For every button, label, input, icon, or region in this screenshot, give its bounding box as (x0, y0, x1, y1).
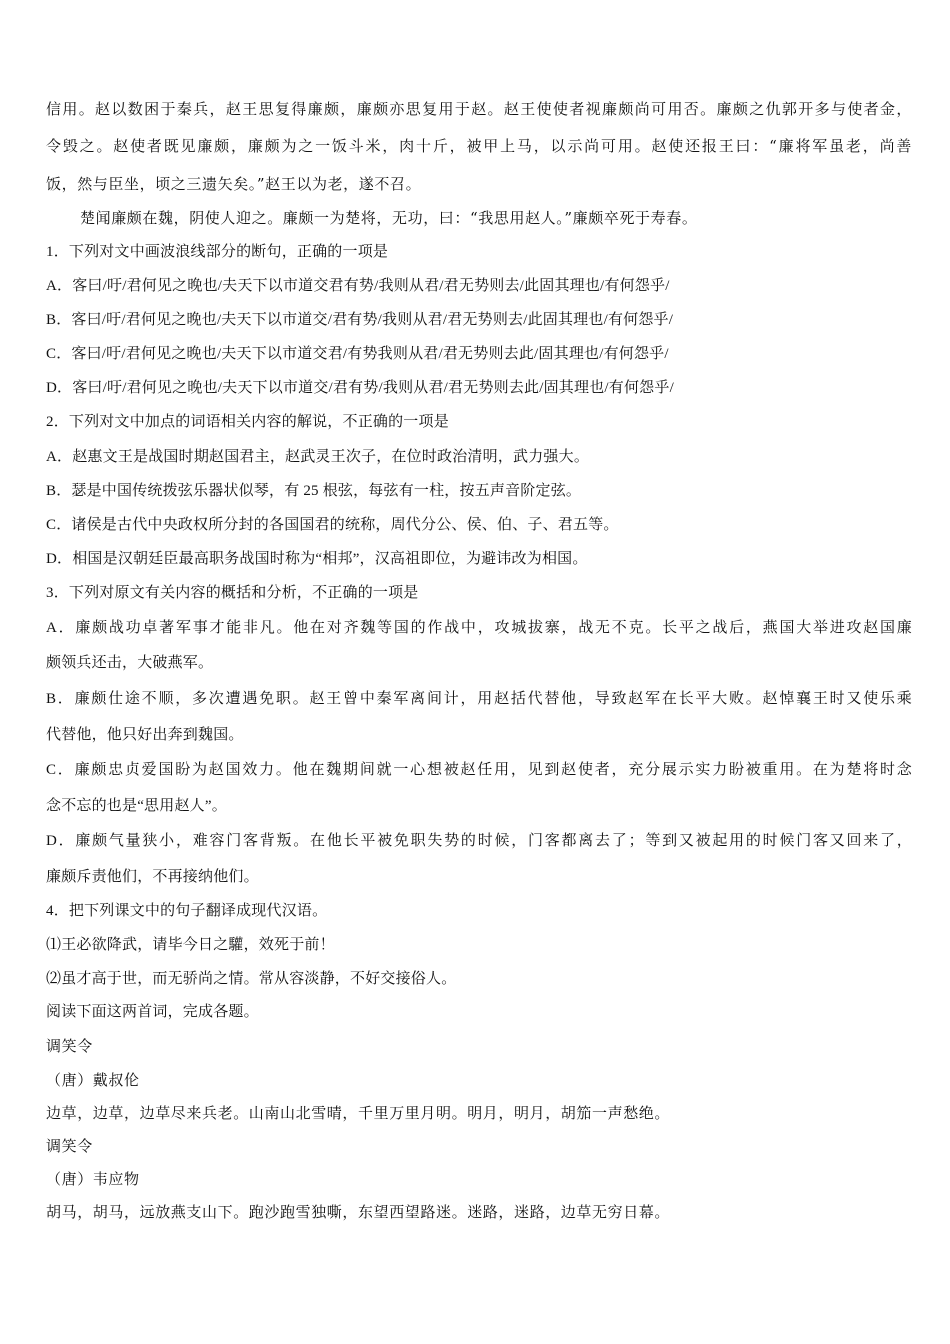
q1-option-b: B．客曰/吁/君何见之晚也/夫天下以市道交/君有势/我则从君/君无势则去/此固其理也/有何怨乎/ (46, 312, 674, 328)
q1-option-c: C．客曰/吁/君何见之晚也/夫天下以市道交君/有势我则从君/君无势则去此/固其理也/有何怨乎/ (46, 346, 669, 362)
q1-stem: 1．下列对文中画波浪线部分的断句，正确的一项是 (46, 244, 389, 260)
poem-1-title: 调笑令 (46, 1037, 93, 1055)
q3-option-a-line1: A．廉颇战功卓著军事才能非凡。他在对齐魏等国的作战中，攻城拔寨，战无不克。长平之战后，燕国大举进攻赵国廉 (46, 620, 912, 636)
passage-para1-line3: 饭，然与臣坐，顷之三遗矢矣。”赵王以为老，遂不召。 (46, 175, 422, 193)
q3-option-d-line1: D．廉颇气量狭小，难容门客背叛。在他长平被免职失势的时候，门客都离去了；等到又被起用的时候门客又回来了， (46, 833, 912, 849)
passage-para1-line1: 信用。赵以数困于秦兵，赵王思复得廉颇，廉颇亦思复用于赵。赵王使使者视廉颇尚可用否。廉颇之仇郭开多与使者金， (46, 100, 912, 118)
q2-option-d: D．相国是汉朝廷臣最高职务战国时称为“相邦”，汉高祖即位，为避讳改为相国。 (46, 551, 588, 567)
poem-1-text: 边草，边草，边草尽来兵老。山南山北雪晴，千里万里月明。明月，明月，胡笳一声愁绝。 (46, 1104, 671, 1122)
q2-option-a: A．赵惠文王是战国时期赵国君主，赵武灵王次子，在位时政治清明，武力强大。 (46, 449, 590, 465)
poem-1-author: （唐）戴叔伦 (46, 1071, 140, 1089)
q1-option-a: A．客曰/吁/君何见之晚也/夫天下以市道交君有势/我则从君/君无势则去/此固其理也/有何怨乎/ (46, 278, 670, 294)
q3-option-b-line1: B．廉颇仕途不顺，多次遭遇免职。赵王曾中秦军离间计，用赵括代替他，导致赵军在长平大败。赵悼襄王时又使乐乘 (46, 691, 912, 707)
q1-option-d: D．客曰/吁/君何见之晚也/夫天下以市道交/君有势/我则从君/君无势则去此/固其理也/有何怨乎/ (46, 380, 674, 396)
q2-stem: 2．下列对文中加点的词语相关内容的解说，不正确的一项是 (46, 414, 449, 430)
q4-item-1: ⑴王必欲降武，请毕今日之驩，效死于前！ (46, 937, 335, 953)
poem-2-text: 胡马，胡马，远放燕支山下。跑沙跑雪独嘶，东望西望路迷。迷路，迷路，边草无穷日幕。 (46, 1203, 671, 1221)
poem-2-author: （唐）韦应物 (46, 1170, 140, 1188)
q3-option-c-line2: 念不忘的也是“思用赵人”。 (46, 798, 227, 814)
q3-option-d-line2: 廉颇斥责他们，不再接纳他们。 (46, 869, 259, 885)
poem-2-title: 调笑令 (46, 1137, 93, 1155)
q3-option-a-line2: 颇领兵还击，大破燕军。 (46, 655, 214, 671)
q4-item-2: ⑵虽才高于世，而无骄尚之情。常从容淡静，不好交接俗人。 (46, 971, 457, 987)
q3-stem: 3．下列对原文有关内容的概括和分析，不正确的一项是 (46, 585, 419, 601)
q3-option-c-line1: C．廉颇忠贞爱国盼为赵国效力。他在魏期间就一心想被赵任用，见到赵使者，充分展示实力盼被重用。在为楚将时念 (46, 762, 912, 778)
q3-option-b-line2: 代替他，他只好出奔到魏国。 (46, 727, 244, 743)
q2-option-b: B．瑟是中国传统拨弦乐器状似琴，有 25 根弦，每弦有一柱，按五声音阶定弦。 (46, 483, 582, 499)
passage-para1-line2: 令毁之。赵使者既见廉颇，廉颇为之一饭斗米，肉十斤，被甲上马，以示尚可用。赵使还报王曰：“廉将军虽老，尚善 (46, 137, 912, 155)
poems-intro: 阅读下面这两首词，完成各题。 (46, 1004, 259, 1020)
q4-stem: 4．把下列课文中的句子翻译成现代汉语。 (46, 903, 328, 919)
passage-para2: 楚闻廉颇在魏，阴使人迎之。廉颇一为楚将，无功，曰：“我思用赵人。”廉颇卒死于寿春。 (80, 209, 698, 227)
q2-option-c: C．诸侯是古代中央政权所分封的各国国君的统称，周代分公、侯、伯、子、君五等。 (46, 517, 619, 533)
